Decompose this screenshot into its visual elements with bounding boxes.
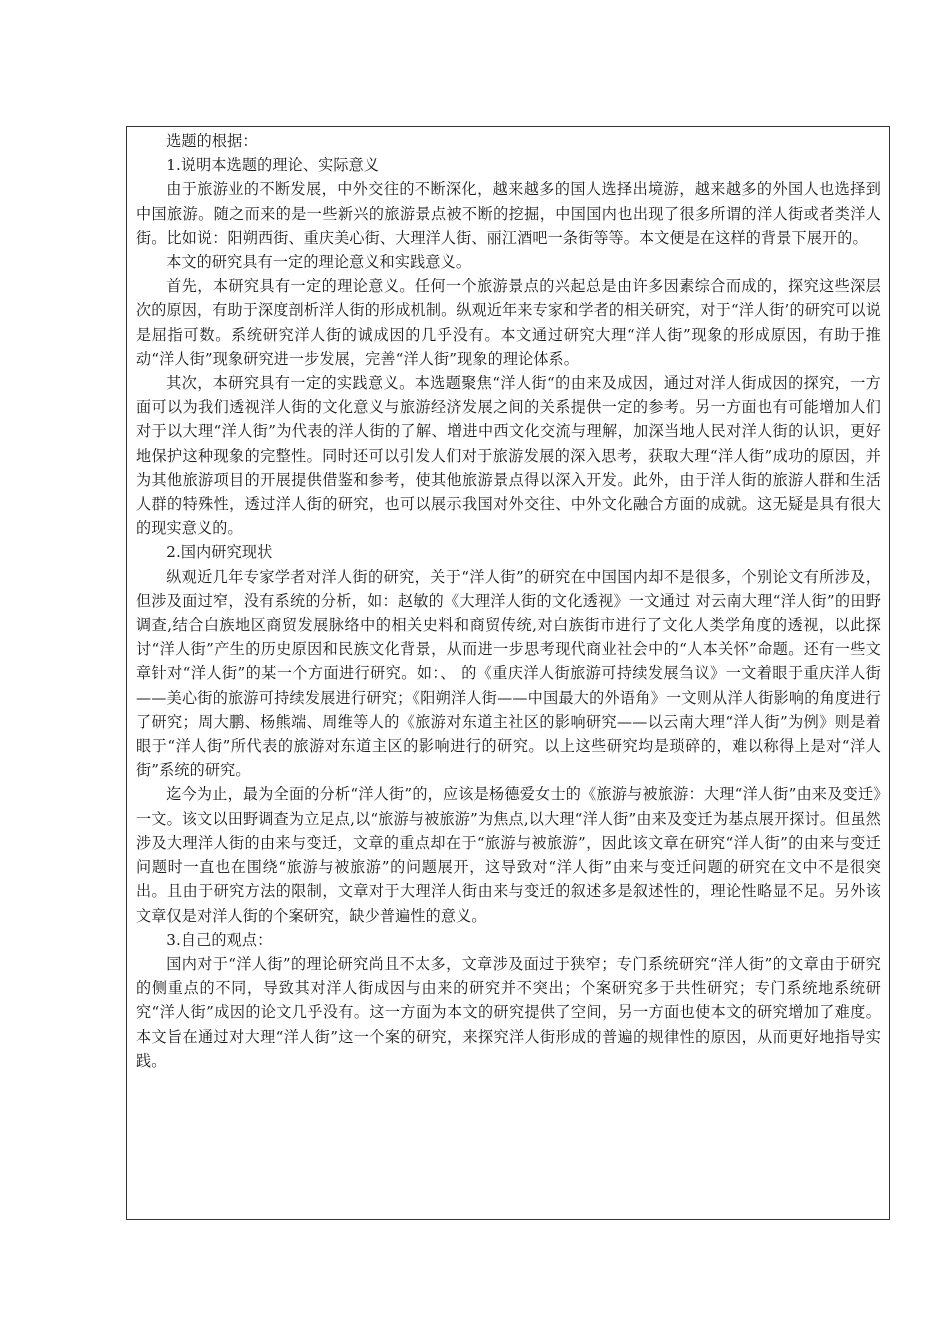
form-table-cell	[126, 126, 890, 1220]
body-paragraph: 首先，本研究具有一定的理论意义。任何一个旅游景点的兴起总是由许多因素综合而成的，探究这些深层次的原因，有助于深度剖析洋人街的形成机制。纵观近年来专家和学者的相关研究，对于“洋人街’的研究可以说是屈指可数。系统研究洋人街的诚成因的几乎没有。本文通过研究大理“洋人街”现象的形成原因，有助于推动“洋人街”现象研究进一步发展，完善“洋人街”现象的理论体系。	[136, 277, 881, 368]
body-paragraph: 国内对于“洋人街”的理论研究尚且不太多，文章涉及面过于狭窄；专门系统研究“洋人街”的文章由于研究的侧重点的不同，导致其对洋人街成因与由来的研究并不突出；个案研究多于共性研究；专门系统地系统研究“洋人街”成因的论文几乎没有。这一方面为本文的研究提供了空间，另一方面也使本文的研究增加了难度。本文旨在通过对大理“洋人街”这一个案的研究，来探究洋人街形成的普遍的规律性的原因，从而更好地指导实践。	[136, 954, 881, 1070]
section-heading-domestic-research: 2.国内研究现状	[166, 543, 273, 562]
section-heading-significance: 1.说明本选题的理论、实际意义	[166, 156, 380, 175]
section-heading-basis: 选题的根据：	[166, 132, 258, 150]
body-paragraph: 本文的研究具有一定的理论意义和实践意义。	[166, 253, 472, 272]
body-paragraph: 由于旅游业的不断发展，中外交往的不断深化，越来越多的国人选择出境游，越来越多的外国人也选择到中国旅游。随之而来的是一些新兴的旅游景点被不断的挖掘，中国国内也出现了很多所谓的洋人街或者类洋人街。比如说：阳朔西街、重庆美心街、大理洋人街、丽江酒吧一条街等等。本文便是在这样的背景下展开的。	[136, 180, 881, 247]
section-heading-own-view: 3.自己的观点：	[166, 930, 273, 949]
body-paragraph: 其次，本研究具有一定的实践意义。本选题聚焦“洋人街“的由来及成因，通过对洋人街成因的探究，一方面可以为我们透视洋人街的文化意义与旅游经济发展之间的关系提供一定的参考。另一方面也有可能增加人们对于以大理“洋人街”为代表的洋人街的了解、增进中西文化交流与理解，加深当地人民对洋人街的认识，更好地保护这种现象的完整性。同时还可以引发人们对于旅游发展的深入思考，获取大理“洋人街”成功的原因，并为其他旅游项目的开展提供借鉴和参考，使其他旅游景点得以深入开发。此外，由于洋人街的旅游人群和生活人群的特殊性，透过洋人街的研究，也可以展示我国对外交往、中外文化融合方面的成就。这无疑是具有很大的现实意义的。	[136, 374, 881, 538]
body-paragraph: 迄今为止，最为全面的分析“洋人街”的，应该是杨德爱女士的《旅游与被旅游：大理“洋人街”由来及变迁》一文。该文以田野调查为立足点,以“旅游与被旅游”为焦点,以大理“洋人街”由来及变迁为基点展开探讨。但虽然涉及大理洋人街的由来与变迁，文章的重点却在于“旅游与被旅游”，因此该文章在研究“洋人街”的由来与变迁问题时一直也在围绕“旅游与被旅游”的问题展开，这导致对“洋人街”由来与变迁问题的研究在文中不是很突出。且由于研究方法的限制，文章对于大理洋人街由来与变迁的叙述多是叙述性的，理论性略显不足。另外该文章仅是对洋人街的个案研究，缺少普遍性的意义。	[136, 785, 881, 925]
body-paragraph: 纵观近几年专家学者对洋人街的研究，关于“洋人街”的研究在中国国内却不是很多，个别论文有所涉及，但涉及面过窄，没有系统的分析，如：赵敏的《大理洋人街的文化透视》一文通过 对云南大理“洋人街”的田野调查,结合白族地区商贸发展脉络中的相关史料和商贸传统,对白族街市进行了文化人类学角度的透视，以此探讨“洋人街”产生的历史原因和民族文化背景，从而进一步思考现代商业社会中的“人本关怀”命题。还有一些文章针对“洋人街”的某一个方面进行研究。如：、 的《重庆洋人街旅游可持续发展刍议》一文着眼于重庆洋人街——美心街的旅游可持续发展进行研究；《阳朔洋人街——中国最大的外语角》一文则从洋人街影响的角度进行了研究；周大鹏、杨熊端、周维等人的《旅游对东道主社区的影响研究——以云南大理“洋人街”为例》则是着眼于“洋人街”所代表的旅游对东道主区的影响进行的研究。以上这些研究均是琐碎的，难以称得上是对“洋人街”系统的研究。	[136, 567, 881, 780]
